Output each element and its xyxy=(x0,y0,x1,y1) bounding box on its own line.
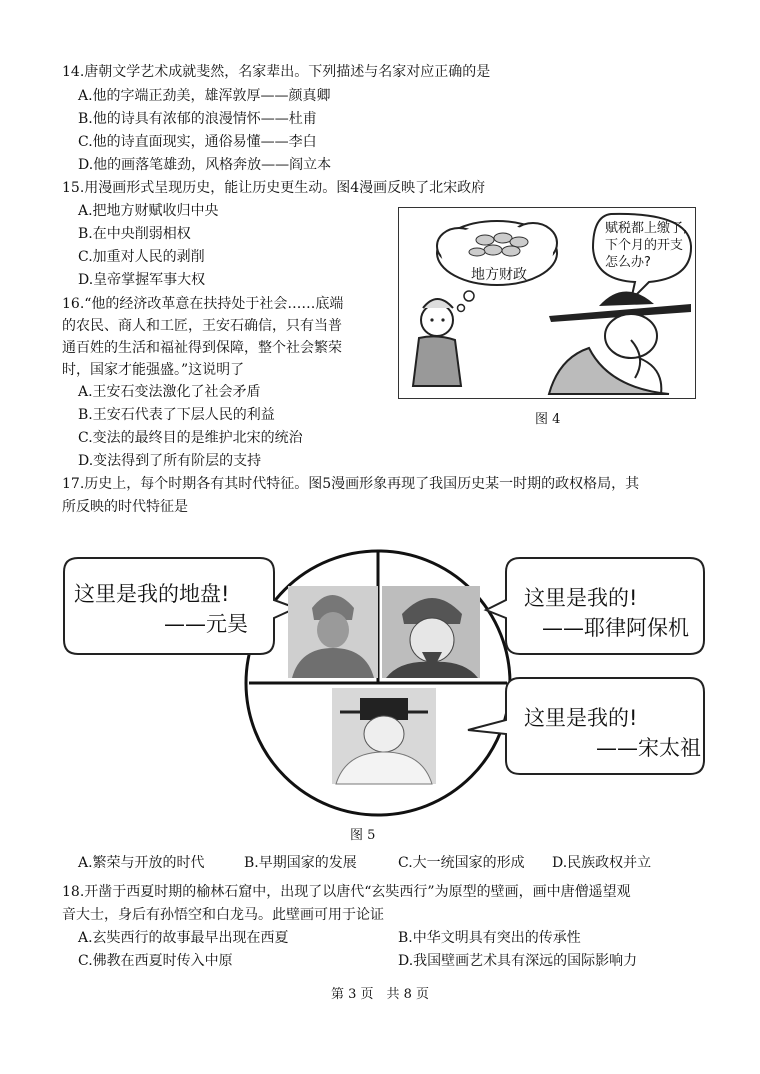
q16-stem-line-4: 时，国家才能强盛。”这说明了 xyxy=(62,362,245,378)
q16-stem-line-1: 16.“他的经济改革意在扶持处于社会……底端 xyxy=(62,296,344,312)
song-taizu-portrait xyxy=(332,688,436,784)
speech-line-1: 赋税都上缴了, xyxy=(605,221,688,236)
figure-4-cartoon xyxy=(398,207,696,399)
left-bubble-line-2: ——元昊 xyxy=(164,612,248,636)
q14-option-c: C.他的诗直面现实，通俗易懂——李白 xyxy=(78,134,317,150)
q18-option-a: A.玄奘西行的故事最早出现在西夏 xyxy=(78,930,289,946)
q18-option-c: C.佛教在西夏时传入中原 xyxy=(78,953,233,969)
q17-option-c: C.大一统国家的形成 xyxy=(398,855,525,871)
thought-bubble-label: 地方财政 xyxy=(471,267,527,283)
q16-option-c: C.变法的最终目的是维护北宋的统治 xyxy=(78,430,303,446)
q16-stem-line-3: 通百姓的生活和福祉得到保障，整个社会繁荣 xyxy=(62,340,342,356)
right-bottom-bubble-line-2: ——宋太祖 xyxy=(596,736,701,760)
q15-option-b: B.在中央削弱相权 xyxy=(78,226,191,242)
q18-stem-line-2: 音大士，身后有孙悟空和白龙马。此壁画可用于论证 xyxy=(62,907,384,923)
q15-option-a: A.把地方财赋收归中央 xyxy=(78,203,219,219)
page-number-footer: 第 3 页 共 8 页 xyxy=(330,987,430,1002)
q17-option-a: A.繁荣与开放的时代 xyxy=(78,855,205,871)
q14-option-a: A.他的字端正劲美，雄浑敦厚——颜真卿 xyxy=(78,88,331,104)
figure-5-caption: 图 5 xyxy=(350,828,376,843)
speech-bubble-text xyxy=(605,220,687,271)
left-bubble-line-1: 这里是我的地盘! xyxy=(74,582,230,606)
q14-option-d: D.他的画落笔雄劲，风格奔放——阎立本 xyxy=(78,157,332,173)
q18-option-d: D.我国壁画艺术具有深远的国际影响力 xyxy=(398,953,638,969)
abaoji-portrait xyxy=(382,586,480,678)
speech-line-3: 怎么办? xyxy=(605,255,651,270)
speech-line-2: 下个月的开支 xyxy=(605,238,684,253)
figure-5-cartoon xyxy=(60,548,710,818)
q17-option-d: D.民族政权并立 xyxy=(552,855,652,871)
right-top-bubble-line-1: 这里是我的! xyxy=(524,586,638,610)
right-bottom-bubble-line-1: 这里是我的! xyxy=(524,706,638,730)
figure-4-caption: 图 4 xyxy=(535,412,561,427)
q15-option-c: C.加重对人民的剥削 xyxy=(78,249,205,265)
yuanhao-portrait xyxy=(288,586,378,678)
q15-stem: 15.用漫画形式呈现历史，能让历史更生动。图4漫画反映了北宋政府 xyxy=(62,180,486,196)
q17-stem-line-2: 所反映的时代特征是 xyxy=(62,499,188,515)
q14-option-b: B.他的诗具有浓郁的浪漫情怀——杜甫 xyxy=(78,111,317,127)
q17-options xyxy=(78,853,698,873)
q18-option-b: B.中华文明具有突出的传承性 xyxy=(398,930,581,946)
q17-option-b: B.早期国家的发展 xyxy=(244,855,357,871)
q18-stem-line-1: 18.开凿于西夏时期的榆林石窟中，出现了以唐代“玄奘西行”为原型的壁画，画中唐僧遥望观 xyxy=(62,884,631,900)
q16-stem-line-2: 的农民、商人和工匠，王安石确信，只有当普 xyxy=(62,318,342,334)
q16-option-b: B.王安石代表了下层人民的利益 xyxy=(78,407,275,423)
q15-option-d: D.皇帝掌握军事大权 xyxy=(78,272,206,288)
q16-option-d: D.变法得到了所有阶层的支持 xyxy=(78,453,262,469)
q14-stem: 14.唐朝文学艺术成就斐然，名家辈出。下列描述与名家对应正确的是 xyxy=(62,64,491,80)
q16-option-a: A.王安石变法激化了社会矛盾 xyxy=(78,384,261,400)
right-top-bubble-line-2: ——耶律阿保机 xyxy=(542,616,689,640)
q17-stem-line-1: 17.历史上，每个时期各有其时代特征。图5漫画形象再现了我国历史某一时期的政权格局，其 xyxy=(62,476,640,492)
